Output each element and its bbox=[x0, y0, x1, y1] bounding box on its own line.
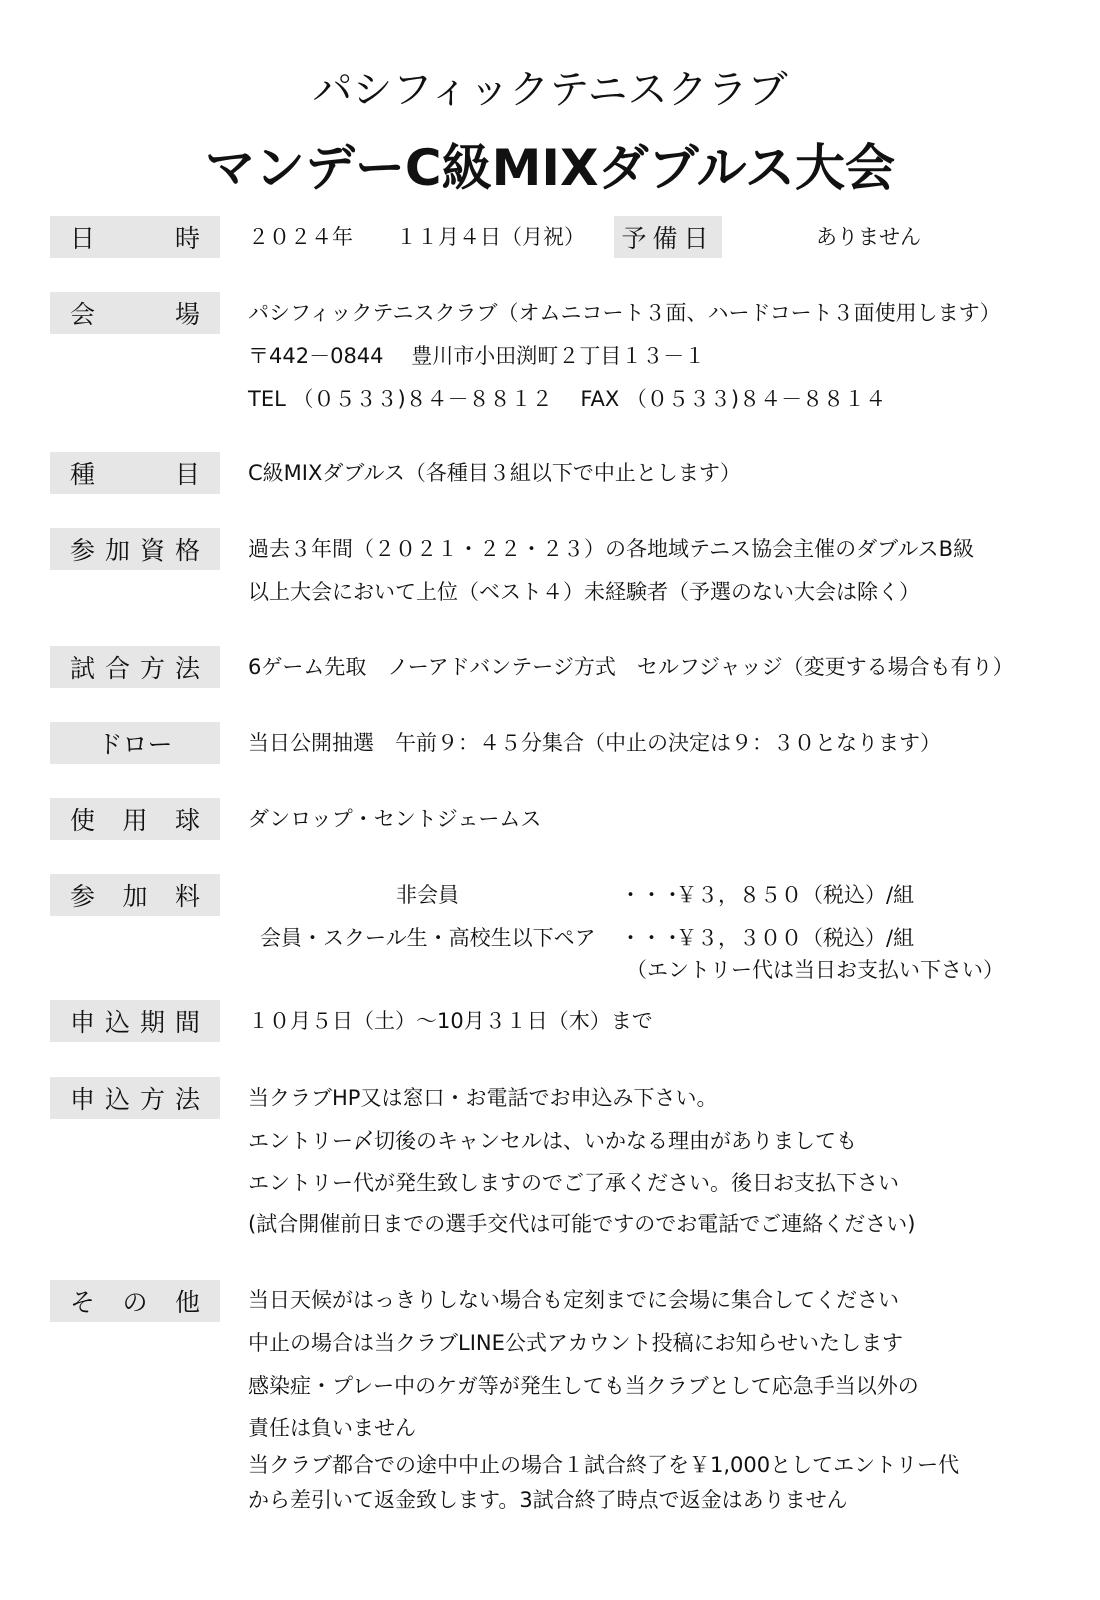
venue-address: 〒442－0844 豊川市小田渕町２丁目１３－１ bbox=[248, 344, 706, 368]
label-char: 会 bbox=[70, 300, 96, 329]
period-line: １０月５日（土）～10月３１日（木）まで bbox=[248, 1009, 653, 1033]
method-line: エントリー〆切後のキャンセルは、いかなる理由がありましても bbox=[248, 1129, 857, 1153]
label-char: そ bbox=[70, 1288, 96, 1317]
label-char: 加 bbox=[122, 882, 148, 911]
venue-line: パシフィックテニスクラブ（オムニコート３面、ハードコート３面使用します） bbox=[248, 301, 1001, 325]
label-char: 資 bbox=[139, 536, 165, 565]
other-line: 感染症・プレー中のケガ等が発生しても当クラブとして応急手当以外の bbox=[248, 1374, 919, 1398]
label-char: 他 bbox=[174, 1288, 200, 1317]
label-char: 期 bbox=[139, 1008, 165, 1037]
label-char: 用 bbox=[122, 806, 148, 835]
venue-phone: TEL （０５３３)８４－８８１２ FAX （０５３３)８４－８８１４ bbox=[248, 387, 887, 411]
ball-line: ダンロップ・セントジェームス bbox=[248, 807, 542, 831]
label-char: 日 bbox=[70, 224, 96, 253]
label-char: 込 bbox=[104, 1008, 130, 1037]
label-char: 場 bbox=[174, 300, 200, 329]
label-char: 目 bbox=[174, 460, 200, 489]
label-char: 方 bbox=[139, 1085, 165, 1114]
other-line: 当日天候がはっきりしない場合も定刻までに会場に集合してください bbox=[248, 1288, 899, 1312]
date-year: ２０２４年 bbox=[248, 225, 353, 249]
fee-note: （エントリー代は当日お支払い下さい） bbox=[626, 958, 1004, 982]
reserve-day-value: ありません bbox=[816, 225, 921, 249]
label-char: 法 bbox=[174, 654, 200, 683]
draw-label: ドロー bbox=[50, 722, 220, 764]
label-char: 参 bbox=[70, 882, 96, 911]
club-name: パシフィックテニスクラブ bbox=[312, 67, 788, 113]
tournament-title: マンデーC級MIXダブルス大会 bbox=[204, 139, 896, 197]
other-label bbox=[50, 1280, 220, 1322]
label-char: 参 bbox=[70, 536, 96, 565]
fee-dots: ・・・ bbox=[620, 926, 683, 950]
label-char: 時 bbox=[174, 224, 200, 253]
label-char: 種 bbox=[70, 460, 96, 489]
label-char: 料 bbox=[174, 882, 200, 911]
eligibility-line: 以上大会において上位（ベスト４）未経験者（予選のない大会は除く） bbox=[248, 580, 920, 604]
date-label bbox=[50, 216, 220, 258]
label-char: 加 bbox=[104, 536, 130, 565]
method-label bbox=[50, 1077, 220, 1119]
other-line: 中止の場合は当クラブLINE公式アカウント投稿にお知らせいたします bbox=[248, 1331, 904, 1355]
reserve-day-label: 予備日 bbox=[614, 216, 722, 258]
eligibility-line: 過去３年間（２０２１・２２・２３）の各地域テニス協会主催のダブルスB級 bbox=[248, 537, 975, 561]
label-char: 格 bbox=[174, 536, 200, 565]
label-char: 申 bbox=[70, 1008, 96, 1037]
method-line: 当クラブHP又は窓口・お電話でお申込み下さい。 bbox=[248, 1086, 718, 1110]
fee-value: ￥３，３００（税込）/組 bbox=[676, 926, 915, 950]
fee-name: 会員・スクール生・高校生以下ペア bbox=[260, 926, 596, 950]
ball-label bbox=[50, 798, 220, 840]
label-char: の bbox=[122, 1288, 148, 1317]
label-char: 試 bbox=[70, 654, 96, 683]
fee-dots: ・・・ bbox=[620, 883, 683, 907]
format-label bbox=[50, 646, 220, 688]
fee-value: ￥３，８５０（税込）/組 bbox=[676, 883, 915, 907]
format-line: 6ゲーム先取 ノーアドバンテージ方式 セルフジャッジ（変更する場合も有り） bbox=[248, 655, 1014, 679]
fee-name: 非会員 bbox=[396, 883, 459, 907]
event-label bbox=[50, 452, 220, 494]
label-char: 合 bbox=[104, 654, 130, 683]
label-char: 申 bbox=[70, 1085, 96, 1114]
label-char: 間 bbox=[174, 1008, 200, 1037]
method-line: エントリー代が発生致しますのでご了承ください。後日お支払下さい bbox=[248, 1171, 899, 1195]
other-line: から差引いて返金致します。3試合終了時点で返金はありません bbox=[248, 1488, 848, 1512]
other-line: 当クラブ都合での途中中止の場合１試合終了を￥1,000としてエントリー代 bbox=[248, 1453, 960, 1477]
label-char: 使 bbox=[70, 806, 96, 835]
venue-label bbox=[50, 292, 220, 334]
label-char: 込 bbox=[104, 1085, 130, 1114]
label-char: 球 bbox=[174, 806, 200, 835]
label-char: 方 bbox=[139, 654, 165, 683]
other-line: 責任は負いません bbox=[248, 1416, 416, 1440]
event-line: C級MIXダブルス（各種目３組以下で中止とします） bbox=[248, 461, 741, 485]
date-day: １１月４日（月祝） bbox=[396, 225, 585, 249]
period-label bbox=[50, 1000, 220, 1042]
method-line: (試合開催前日までの選手交代は可能ですのでお電話でご連絡ください) bbox=[248, 1212, 916, 1236]
draw-line: 当日公開抽選 午前９：４５分集合（中止の決定は９：３０となります） bbox=[248, 731, 941, 755]
label-char: 法 bbox=[174, 1085, 200, 1114]
eligibility-label bbox=[50, 528, 220, 570]
fee-label bbox=[50, 874, 220, 916]
